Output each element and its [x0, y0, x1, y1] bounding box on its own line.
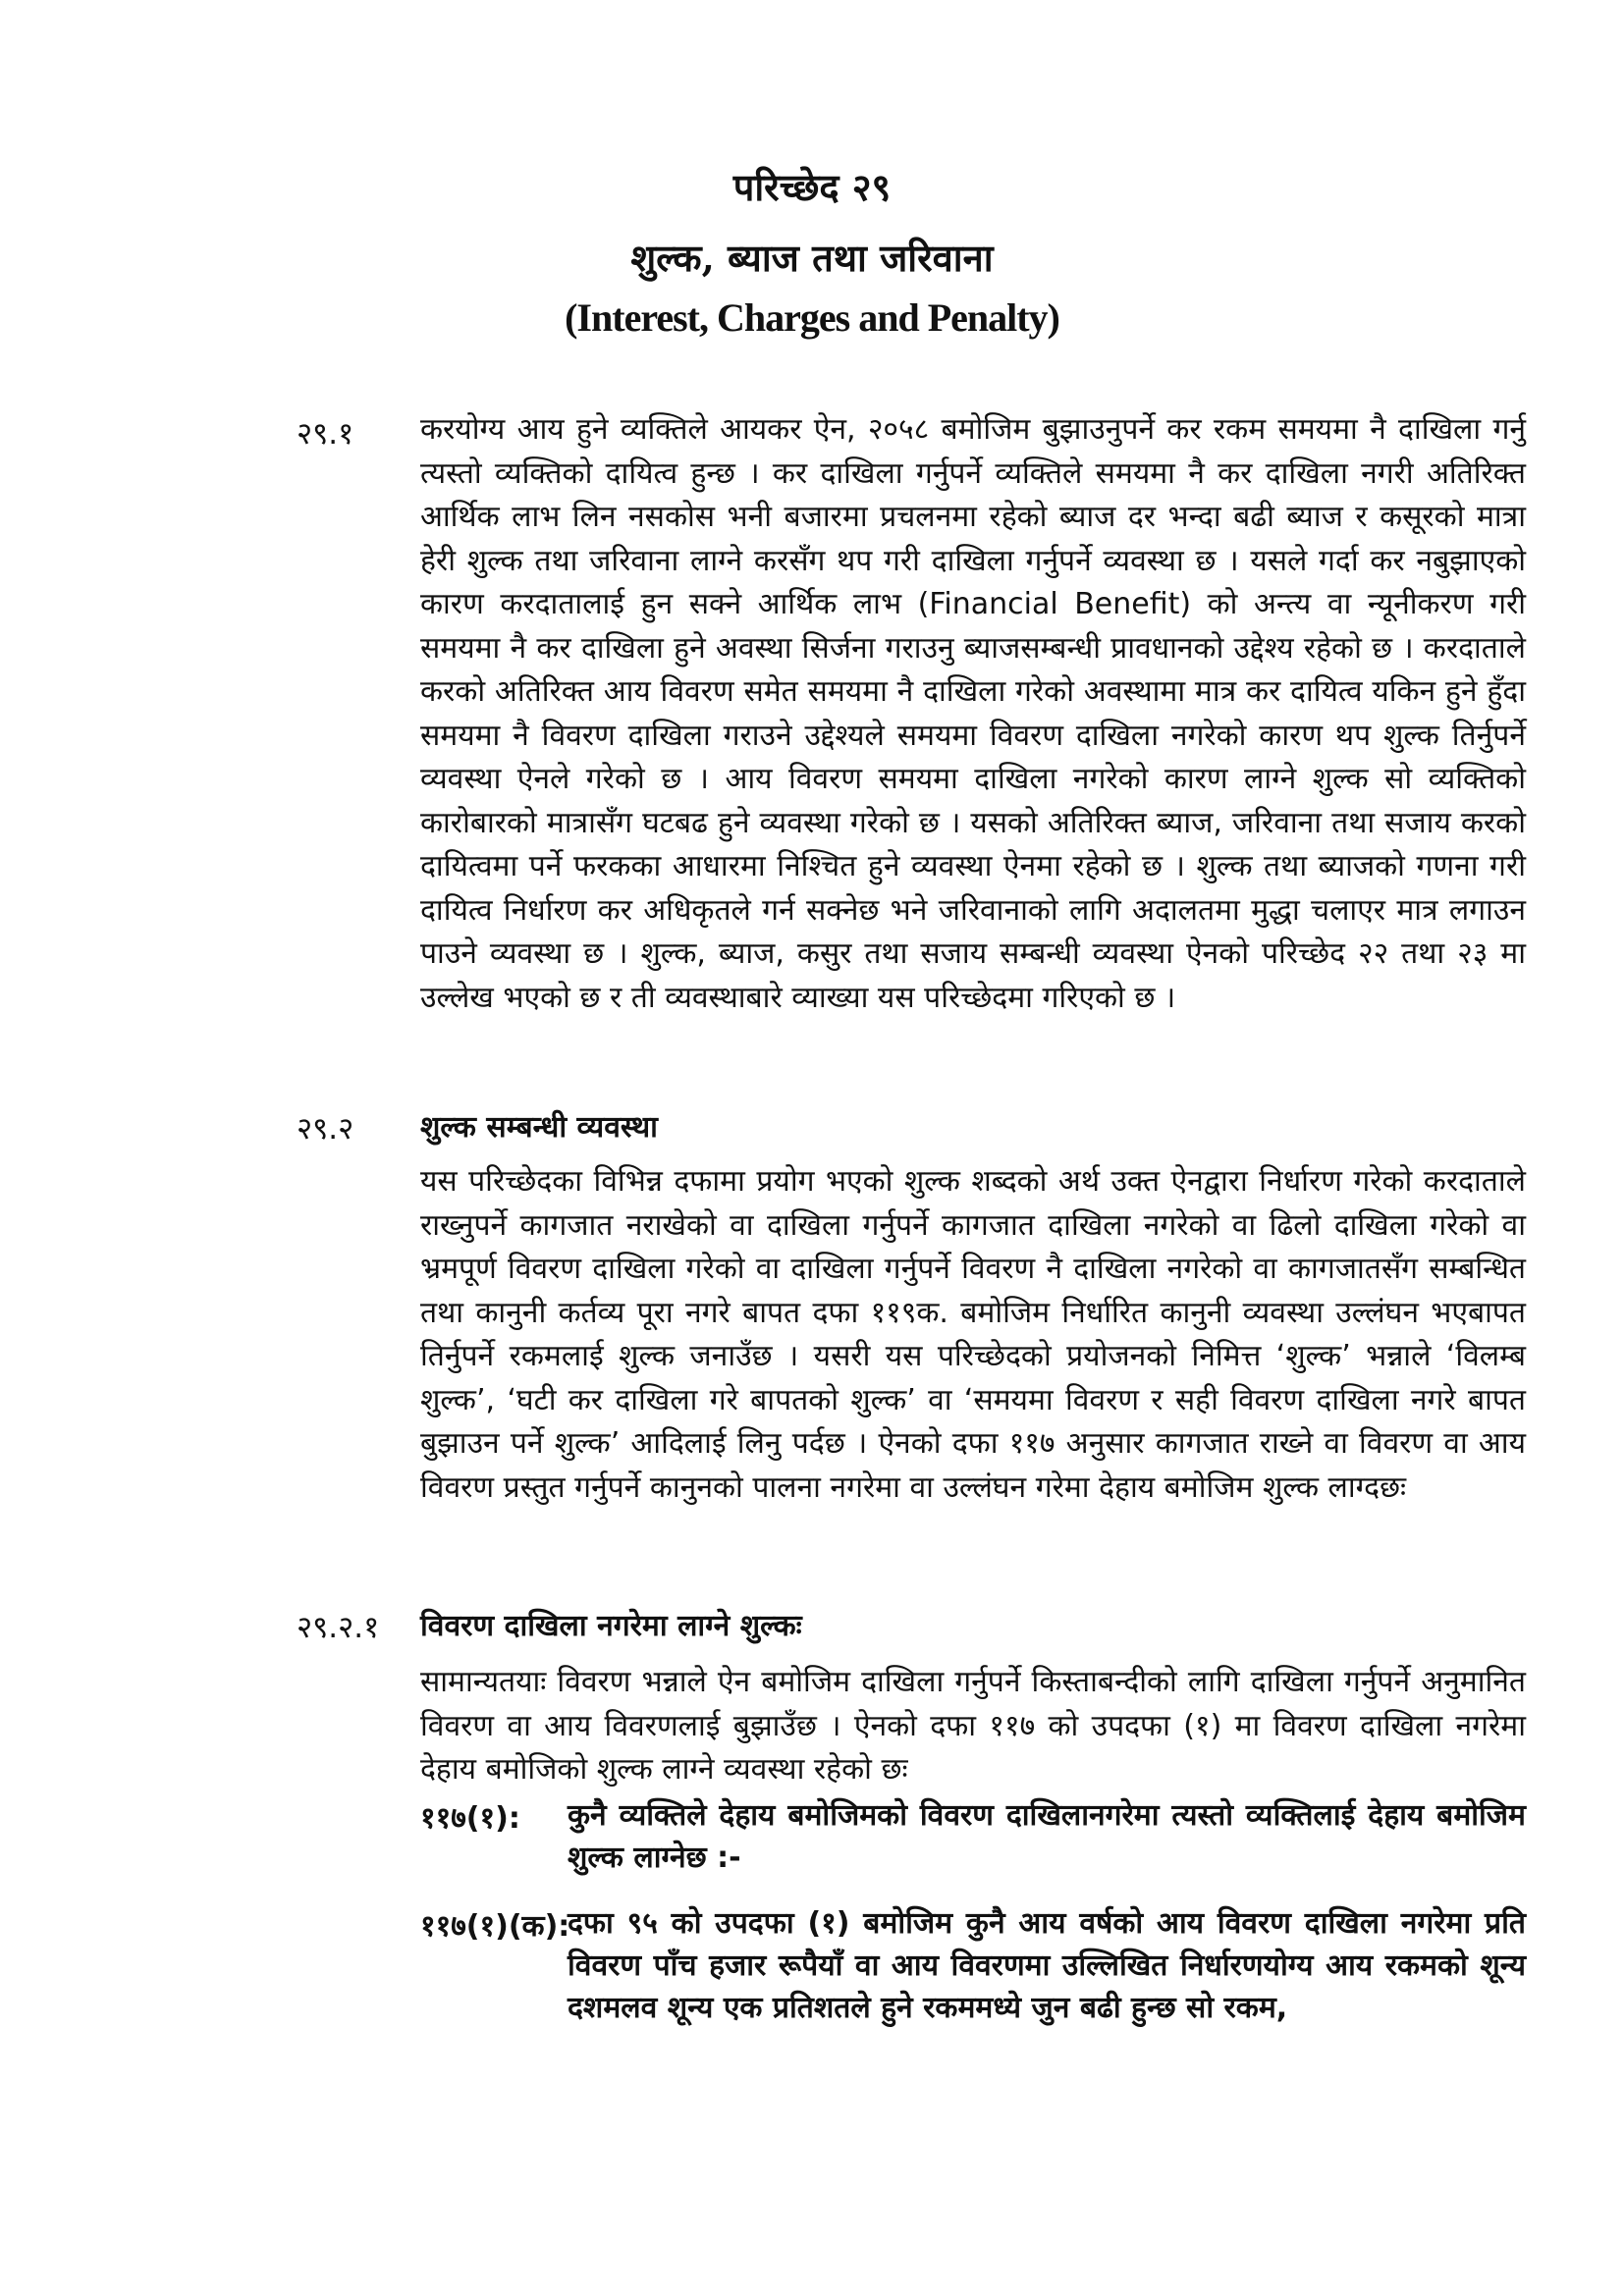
chapter-title: परिच्छेद २९ [732, 165, 892, 209]
section-heading-29-2-1: विवरण दाखिला नगरेमा लाग्ने शुल्कः [420, 1609, 802, 1643]
section-heading-29-2: शुल्क सम्बन्धी व्यवस्था [420, 1110, 658, 1145]
clause-number-117-1: ११७(१): [420, 1801, 520, 1836]
clause-text-117-1: कुनै व्यक्तिले देहाय बमोजिमको विवरण दाखिलानगरेमा त्यस्तो व्यक्तिलाई देहाय बमोजिम शुल्क लाग्नेछ :- [568, 1798, 1526, 1875]
clause-text-117-1-ka: दफा ९५ को उपदफा (१) बमोजिम कुनै आय वर्षको आय विवरण दाखिला नगरेमा प्रति विवरण पाँच हजार रूपैयाँ वा आय विवरणमा उल्लिखित निर्धारणयोग्य आय रकमको शून्य दशमलव शून्य एक प्रतिशतले हुने रकममध्ये जुन बढी हुन्छ सो रकम, [568, 1906, 1526, 2025]
clause-number-117-1-ka: ११७(१)(क): [420, 1909, 570, 1944]
chapter-subtitle-english: (Interest, Charges and Penalty) [565, 295, 1059, 340]
section-body-29-1: करयोग्य आय हुने व्यक्तिले आयकर ऐन, २०५८ बमोजिम बुझाउनुपर्ने कर रकम समयमा नै दाखिला गर्नु त्यस्तो व्यक्तिको दायित्व हुन्छ । कर दाखिला गर्नुपर्ने व्यक्तिले समयमा नै कर दाखिला नगरी अतिरिक्त आर्थिक लाभ लिन नसकोस भनी बजारमा प्रचलनमा रहेको ब्याज दर भन्दा बढी ब्याज र कसूरको मात्रा हेरी शुल्क तथा जरिवाना लाग्ने करसँग थप गरी दाखिला गर्नुपर्ने व्यवस्था छ । यसले गर्दा कर नबुझाएको कारण करदातालाई हुन सक्ने आर्थिक लाभ (Financial Benefit) को अन्त्य वा न्यूनीकरण गरी समयमा नै कर दाखिला हुने अवस्था सिर्जना गराउनु ब्याजसम्बन्धी प्रावधानको उद्देश्य रहेको छ । करदाताले करको अतिरिक्त आय विवरण समेत समयमा नै दाखिला गरेको अवस्थामा मात्र कर दायित्व यकिन हुने हुँदा समयमा नै विवरण दाखिला गराउने उद्देश्यले समयमा विवरण दाखिला नगरेको कारण थप शुल्क तिर्नुपर्ने व्यवस्था ऐनले गरेको छ । आय विवरण समयमा दाखिला नगरेको कारण लाग्ने शुल्क सो व्यक्तिको कारोबारको मात्रासँग घटबढ हुने व्यवस्था गरेको छ । यसको अतिरिक्त ब्याज, जरिवाना तथा सजाय करको दायित्वमा पर्ने फरकका आधारमा निश्चित हुने व्यवस्था ऐनमा रहेको छ । शुल्क तथा ब्याजको गणना गरी दायित्व निर्धारण कर अधिकृतले गर्न सक्नेछ भने जरिवानाको लागि अदालतमा मुद्धा चलाएर मात्र लगाउन पाउने व्यवस्था छ । शुल्क, ब्याज, कसुर तथा सजाय सम्बन्धी व्यवस्था ऐनको परिच्छेद २२ तथा २३ मा उल्लेख भएको छ र ती व्यवस्थाबारे व्याख्या यस परिच्छेदमा गरिएको छ । [420, 412, 1526, 1015]
chapter-subtitle: शुल्क, ब्याज तथा जरिवाना [630, 236, 994, 280]
section-number-29-2-1: २९.२.१ [297, 1610, 380, 1645]
section-number-29-2: २९.२ [297, 1111, 354, 1147]
section-body-29-2-1: सामान्यतयाः विवरण भन्नाले ऐन बमोजिम दाखिला गर्नुपर्ने किस्ताबन्दीको लागि दाखिला गर्नुपर्ने अनुमानित विवरण वा आय विवरणलाई बुझाउँछ । ऐनको दफा ११७ को उपदफा (१) मा विवरण दाखिला नगरेमा देहाय बमोजिको शुल्क लाग्ने व्यवस्था रहेको छः [420, 1665, 1526, 1787]
section-body-29-2: यस परिच्छेदका विभिन्न दफामा प्रयोग भएको शुल्क शब्दको अर्थ उक्त ऐनद्वारा निर्धारण गरेको करदाताले राख्नुपर्ने कागजात नराखेको वा दाखिला गर्नुपर्ने कागजात दाखिला नगरेको वा ढिलो दाखिला गरेको वा भ्रमपूर्ण विवरण दाखिला गरेको वा दाखिला गर्नुपर्ने विवरण नै दाखिला नगरेको वा कागजातसँग सम्बन्धित तथा कानुनी कर्तव्य पूरा नगरे बापत दफा ११९क. बमोजिम निर्धारित कानुनी व्यवस्था उल्लंघन भएबापत तिर्नुपर्ने रकमलाई शुल्क जनाउँछ । यसरी यस परिच्छेदको प्रयोजनको निमित्त ‘शुल्क’ भन्नाले ‘विलम्ब शुल्क’, ‘घटी कर दाखिला गरे बापतको शुल्क’ वा ‘समयमा विवरण र सही विवरण दाखिला नगरे बापत बुझाउन पर्ने शुल्क’ आदिलाई लिनु पर्दछ । ऐनको दफा ११७ अनुसार कागजात राख्ने वा विवरण वा आय विवरण प्रस्तुत गर्नुपर्ने कानुनको पालना नगरेमा वा उल्लंघन गरेमा देहाय बमोजिम शुल्क लाग्दछः [420, 1164, 1526, 1505]
section-number-29-1: २९.१ [297, 416, 354, 452]
